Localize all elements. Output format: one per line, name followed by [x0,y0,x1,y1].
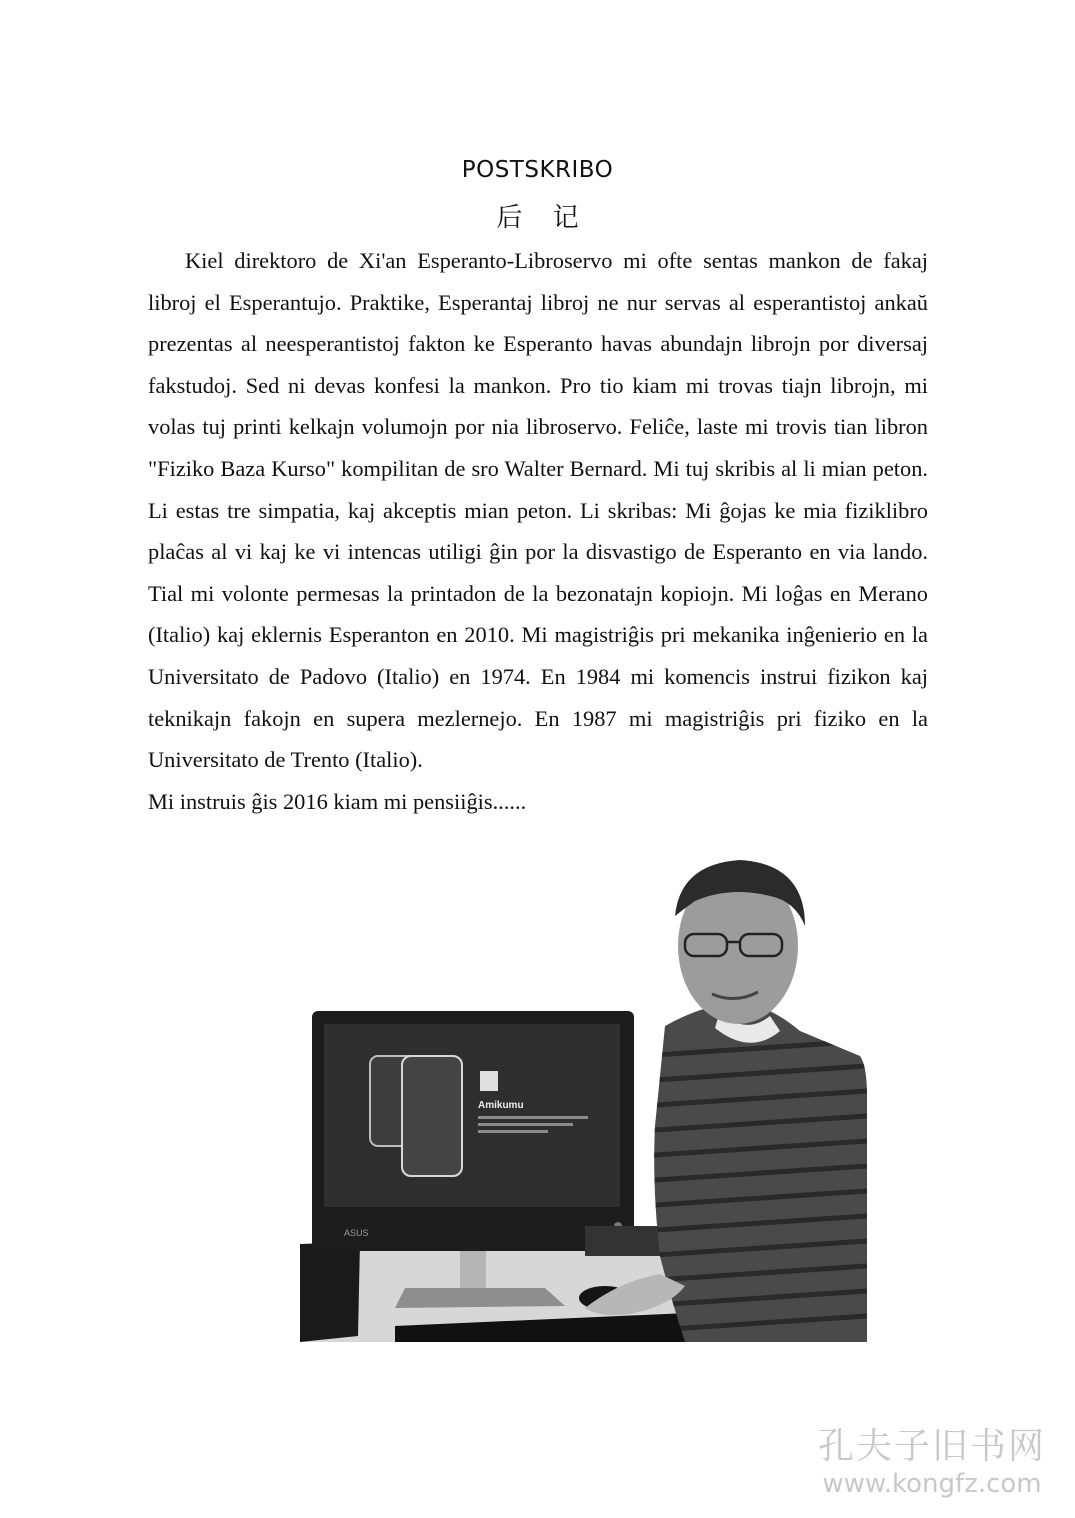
body-text [148,240,928,822]
watermark [812,1418,1052,1499]
author-photo [300,856,867,1342]
main-paragraph: Kiel direktoro de Xi'an Esperanto-Libroservo mi ofte sentas mankon de fakaj libroj el Esperantujo. Praktike, Esperantaj libroj ne nur servas al esperantistoj ankaŭ prezentas al neesperantistoj fakton ke Esperanto havas abundajn librojn por diversaj fakstudoj. Sed ni devas konfesi la mankon. Pro tio kiam mi trovas tiajn librojn, mi volas tuj printi kelkajn volumojn por nia libroservo. Feliĉe, laste mi trovis tian libron "Fiziko Baza Kurso" kompilitan de sro Walter Bernard. Mi tuj skribis al li mian peton. Li estas tre simpatia, kaj akceptis mian peton. Li skribas: Mi ĝojas ke mia fiziklibro plaĉas al vi kaj ke vi intencas utiligi ĝin por la disvastigo de Esperanto en via lando. Tial mi volonte permesas la printadon de la bezonatajn kopiojn. Mi loĝas en Merano (Italio) kaj eklernis Esperanton en 2010. Mi magistriĝis pri mekanika inĝenierio en la Universitato de Padovo (Italio) en 1974. En 1984 mi komencis instrui fizikon kaj teknikajn fakojn en supera mezlernejo. En 1987 mi magistriĝis pri fiziko en la Universitato de Trento (Italio). [148,248,928,773]
page-title: POSTSKRIBO [461,157,614,183]
watermark-url: www.kongfz.com [822,1469,1042,1499]
closing-line: Mi instruis ĝis 2016 kiam mi pensiiĝis...... [148,788,527,814]
app-logo-icon [480,1071,498,1091]
monitor-base [395,1288,565,1308]
device-box [585,1226,665,1256]
monitor-stand [460,1251,486,1291]
app-title: Amikumu [478,1100,524,1111]
keyboard-left [300,1242,360,1342]
page-subtitle: 后 记 [496,203,579,233]
watermark-chinese: 孔夫子旧书网 [817,1426,1046,1467]
monitor-screen [324,1024,620,1207]
monitor-brand-label: ASUS [344,1228,369,1238]
phone-mockup-right [402,1056,462,1176]
